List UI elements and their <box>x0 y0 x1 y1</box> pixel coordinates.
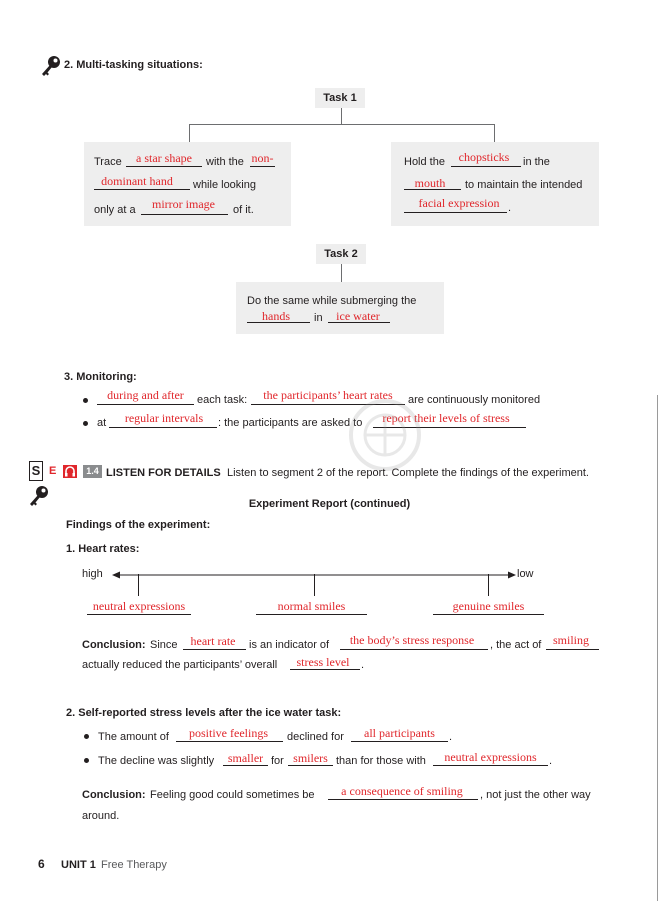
left-box-text: only at a <box>94 204 136 216</box>
conclusion-text: is an indicator of <box>249 639 330 651</box>
scale-low-label: low <box>517 568 534 580</box>
page-edge-line <box>657 395 658 901</box>
answer-normal-smiles: normal smiles <box>277 599 346 613</box>
answer-during-and-after: during and after <box>107 388 184 402</box>
right-box-text: . <box>508 202 512 214</box>
left-box-text: with the <box>206 156 244 168</box>
conclusion-text: , the act of <box>490 639 542 651</box>
answer-a-star-shape: a star shape <box>136 151 192 165</box>
answer-genuine-smiles: genuine smiles <box>452 599 525 613</box>
conclusion-text: , not just the other way <box>480 789 591 801</box>
blank-line <box>126 166 202 167</box>
task-2-box <box>236 282 444 334</box>
blank-line <box>256 614 367 615</box>
conclusion-text: actually reduced the participants’ overall <box>82 659 278 671</box>
right-box-text: Hold the <box>404 156 445 168</box>
answer-consequence-of-smiling: a consequence of smiling <box>341 784 463 798</box>
self-reported-text: . <box>549 755 553 767</box>
listen-instruction: Listen to segment 2 of the report. Complete the findings of the experiment. <box>227 467 589 479</box>
key-icon <box>40 55 62 82</box>
headphones-icon <box>63 465 77 478</box>
self-reported-text: declined for <box>287 731 344 743</box>
left-box-text: of it. <box>233 204 254 216</box>
answer-chopsticks: chopsticks <box>458 150 510 164</box>
bullet <box>84 734 89 739</box>
heart-rates-heading: 1. Heart rates: <box>66 543 140 555</box>
answer-non: non- <box>251 151 274 165</box>
tree-branch <box>189 124 495 125</box>
blank-line <box>250 166 275 167</box>
answer-mirror-image: mirror image <box>152 197 215 211</box>
answer-heart-rates: the participants’ heart rates <box>263 388 393 402</box>
self-reported-text: for <box>271 755 284 767</box>
answer-body-stress-response: the body’s stress response <box>349 633 475 647</box>
right-box-text: in the <box>523 156 550 168</box>
blank-line <box>433 765 548 766</box>
blank-line <box>223 765 268 766</box>
task-2-text: in <box>314 312 323 324</box>
self-reported-text: The decline was slightly <box>98 755 215 767</box>
exercise-number: 1.4 <box>83 465 102 478</box>
monitoring-text: : the participants are asked to <box>218 417 363 429</box>
right-box-text: to maintain the intended <box>465 179 583 191</box>
conclusion-text: around. <box>82 810 120 822</box>
answer-positive-feelings: positive feelings <box>189 726 268 740</box>
bullet <box>84 758 89 763</box>
blank-line <box>97 404 194 405</box>
blank-line <box>328 799 478 800</box>
answer-all-participants: all participants <box>364 726 435 740</box>
answer-stress-level: stress level <box>296 655 350 669</box>
monitoring-text: are continuously monitored <box>408 394 541 406</box>
report-title: Experiment Report (continued) <box>248 498 411 510</box>
scale-tick <box>314 574 315 596</box>
tree-stem <box>341 108 342 124</box>
tree-right-drop <box>494 124 495 142</box>
blank-line <box>404 212 507 213</box>
speaking-badge: S <box>29 461 43 481</box>
blank-line <box>109 427 217 428</box>
self-reported-heading: 2. Self-reported stress levels after the ice water task: <box>66 707 342 719</box>
scale-tick <box>488 574 489 596</box>
blank-line <box>94 189 190 190</box>
section-2-heading: 2. Multi-tasking situations: <box>64 59 203 71</box>
monitoring-text: at <box>97 417 107 429</box>
answer-hands: hands <box>262 309 290 323</box>
footer-unit: UNIT 1 <box>61 859 96 871</box>
task-2-text: Do the same while submerging the <box>247 295 417 307</box>
blank-line <box>351 741 448 742</box>
answer-facial-expression: facial expression <box>418 196 500 210</box>
answer-neutral-expressions-2: neutral expressions <box>444 750 537 764</box>
tree-left-drop <box>189 124 190 142</box>
blank-line <box>340 649 488 650</box>
self-reported-text: The amount of <box>98 731 169 743</box>
findings-heading: Findings of the experiment: <box>66 519 211 531</box>
answer-neutral-expressions: neutral expressions <box>92 599 186 613</box>
self-reported-text: than for those with <box>336 755 426 767</box>
blank-line <box>451 166 521 167</box>
answer-ice-water: ice water <box>336 309 380 323</box>
scale-high-label: high <box>82 568 103 580</box>
listen-title: LISTEN FOR DETAILS <box>106 467 221 479</box>
left-box-text: while looking <box>193 179 256 191</box>
self-reported-text: . <box>449 731 453 743</box>
answer-smiling: smiling <box>552 633 589 647</box>
blank-line <box>288 765 333 766</box>
conclusion-text: . <box>361 659 365 671</box>
blank-line <box>290 669 360 670</box>
left-box-text: Trace <box>94 156 122 168</box>
task-2-stem <box>341 264 342 282</box>
answer-mouth: mouth <box>414 176 446 190</box>
section-3-heading: 3. Monitoring: <box>64 371 137 383</box>
answer-smaller: smaller <box>227 751 264 765</box>
blank-line <box>546 649 599 650</box>
answer-report-levels: report their levels of stress <box>382 411 510 425</box>
blank-line <box>87 614 191 615</box>
e-badge: E <box>49 465 57 477</box>
monitoring-text: each task: <box>197 394 248 406</box>
bullet <box>83 398 88 403</box>
task-1-label: Task 1 <box>315 88 365 108</box>
answer-regular-intervals: regular intervals <box>124 411 204 425</box>
blank-line <box>433 614 544 615</box>
conclusion-label: Conclusion: <box>82 789 146 801</box>
scale-tick <box>138 574 139 596</box>
page-number: 6 <box>38 857 45 871</box>
conclusion-label: Conclusion: <box>82 639 146 651</box>
answer-heart-rate: heart rate <box>190 634 236 648</box>
footer-unit-title: Free Therapy <box>101 859 167 871</box>
bullet <box>83 421 88 426</box>
conclusion-text: Since <box>150 639 178 651</box>
blank-line <box>176 741 283 742</box>
blank-line <box>183 649 246 650</box>
answer-dominant-hand: dominant hand <box>101 174 173 188</box>
answer-smilers: smilers <box>293 751 328 765</box>
blank-line <box>141 214 228 215</box>
task-2-label: Task 2 <box>316 244 366 264</box>
conclusion-text: Feeling good could sometimes be <box>150 789 315 801</box>
